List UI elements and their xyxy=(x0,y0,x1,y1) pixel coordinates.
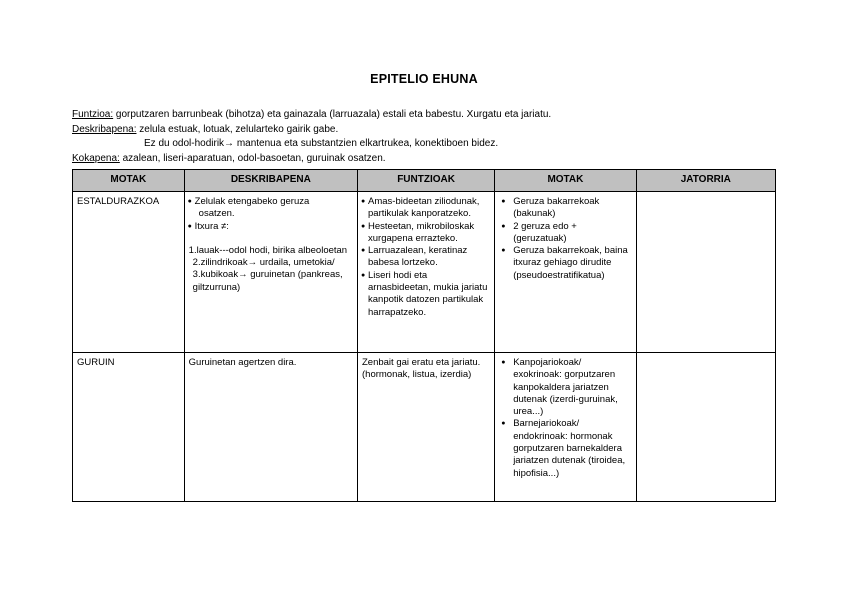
motak2-list xyxy=(499,196,631,282)
cell-motak2-guruin xyxy=(495,353,636,502)
deskribapena-line-2: Ez du odol-hodirik→ mantenua eta substantzien elkartrukea, konektiboen bidez. xyxy=(144,138,499,149)
desk-line-2: 2.zilindrikoak→ urdaila, umetokia/ 3.kubikoak→ guruinetan (pankreas, giltzurruna) xyxy=(192,257,343,293)
kokapena-line xyxy=(72,152,792,167)
header-motak-2: MOTAK xyxy=(495,170,636,192)
motak2-list xyxy=(499,357,631,480)
list-item: ● Zelulak etengabeko geruza osatzen. xyxy=(189,196,353,221)
cell-motak2-estaldurazkoa xyxy=(495,192,636,353)
funtzioak-list xyxy=(362,196,490,319)
list-item: ● Barnejariokoak/ endokrinoak: hormonak gorputzaren barnekaldera jariatzen dutenak (tiroidea, hipofisia...) xyxy=(499,418,631,479)
deskribapena-line xyxy=(72,123,792,138)
table-row xyxy=(73,353,776,502)
list-item: ● Geruza bakarrekoak, baina itxuraz gehiago dirudite (pseudoestratifikatua) xyxy=(499,245,631,282)
deskribapena-text: zelula estuak, lotuak, zelularteko gairik gabe. xyxy=(136,123,339,135)
header-jatorria: JATORRIA xyxy=(636,170,775,192)
list-item: ● Larruazalean, keratinaz babesa lortzeko. xyxy=(362,245,490,270)
header-motak: MOTAK xyxy=(73,170,185,192)
header-deskribapena: DESKRIBAPENA xyxy=(184,170,357,192)
kokapena-label: Kokapena: xyxy=(72,152,120,164)
cell-jatorria-estaldurazkoa xyxy=(636,192,775,353)
cell-funtzioak-guruin: Zenbait gai eratu eta jariatu. (hormonak, listua, izerdia) xyxy=(358,353,495,502)
list-item: ● Hesteetan, mikrobiloskak xurgapena errazteko. xyxy=(362,221,490,246)
desk-list xyxy=(189,196,353,233)
header-funtzioak: FUNTZIOAK xyxy=(358,170,495,192)
funtzioa-line xyxy=(72,108,792,123)
list-item: ● 2 geruza edo + (geruzatuak) xyxy=(499,221,631,246)
intro-section xyxy=(72,108,792,166)
deskribapena-label: Deskribapena: xyxy=(72,123,137,135)
funtzioa-text: gorputzaren barrunbeak (bihotza) eta gainazala (larruazala) estali eta babestu. Xurgatu eta jariatu. xyxy=(113,109,552,120)
cell-deskribapena-guruin: Guruinetan agertzen dira. xyxy=(184,353,357,502)
cell-jatorria-guruin xyxy=(636,353,775,502)
desk-line-1: 1.lauak---odol hodi, birika albeoloetan xyxy=(188,244,348,256)
list-item: ● Geruza bakarrekoak (bakunak) xyxy=(499,196,631,221)
funtzioa-label: Funtzioa: xyxy=(72,109,114,120)
table-row xyxy=(73,192,776,353)
list-item: ● Itxura ≠: xyxy=(189,221,353,233)
list-item: ● Liseri hodi eta arnasbideetan, mukia jariatu kanpotik datozen partikulak harrapatzeko. xyxy=(362,270,490,319)
cell-funtzioak-estaldurazkoa xyxy=(358,192,495,353)
cell-motak-guruin: GURUIN xyxy=(73,353,185,502)
list-item: ● Amas-bideetan ziliodunak, partikulak kanporatzeko. xyxy=(362,196,490,221)
table-header-row xyxy=(73,170,776,192)
page-title: EPITELIO EHUNA xyxy=(370,72,478,86)
kokapena-text: azalean, liseri-aparatuan, odol-basoetan, guruinak osatzen. xyxy=(119,152,386,164)
list-item: ● Kanpojariokoak/ exokrinoak: gorputzaren kanpokaldera jariatzen dutenak (izerdi-guruinak, urea...) xyxy=(499,357,631,418)
cell-motak-estaldurazkoa: ESTALDURAZKOA xyxy=(73,192,185,353)
epitelio-table xyxy=(72,169,776,502)
cell-deskribapena-estaldurazkoa xyxy=(184,192,357,353)
